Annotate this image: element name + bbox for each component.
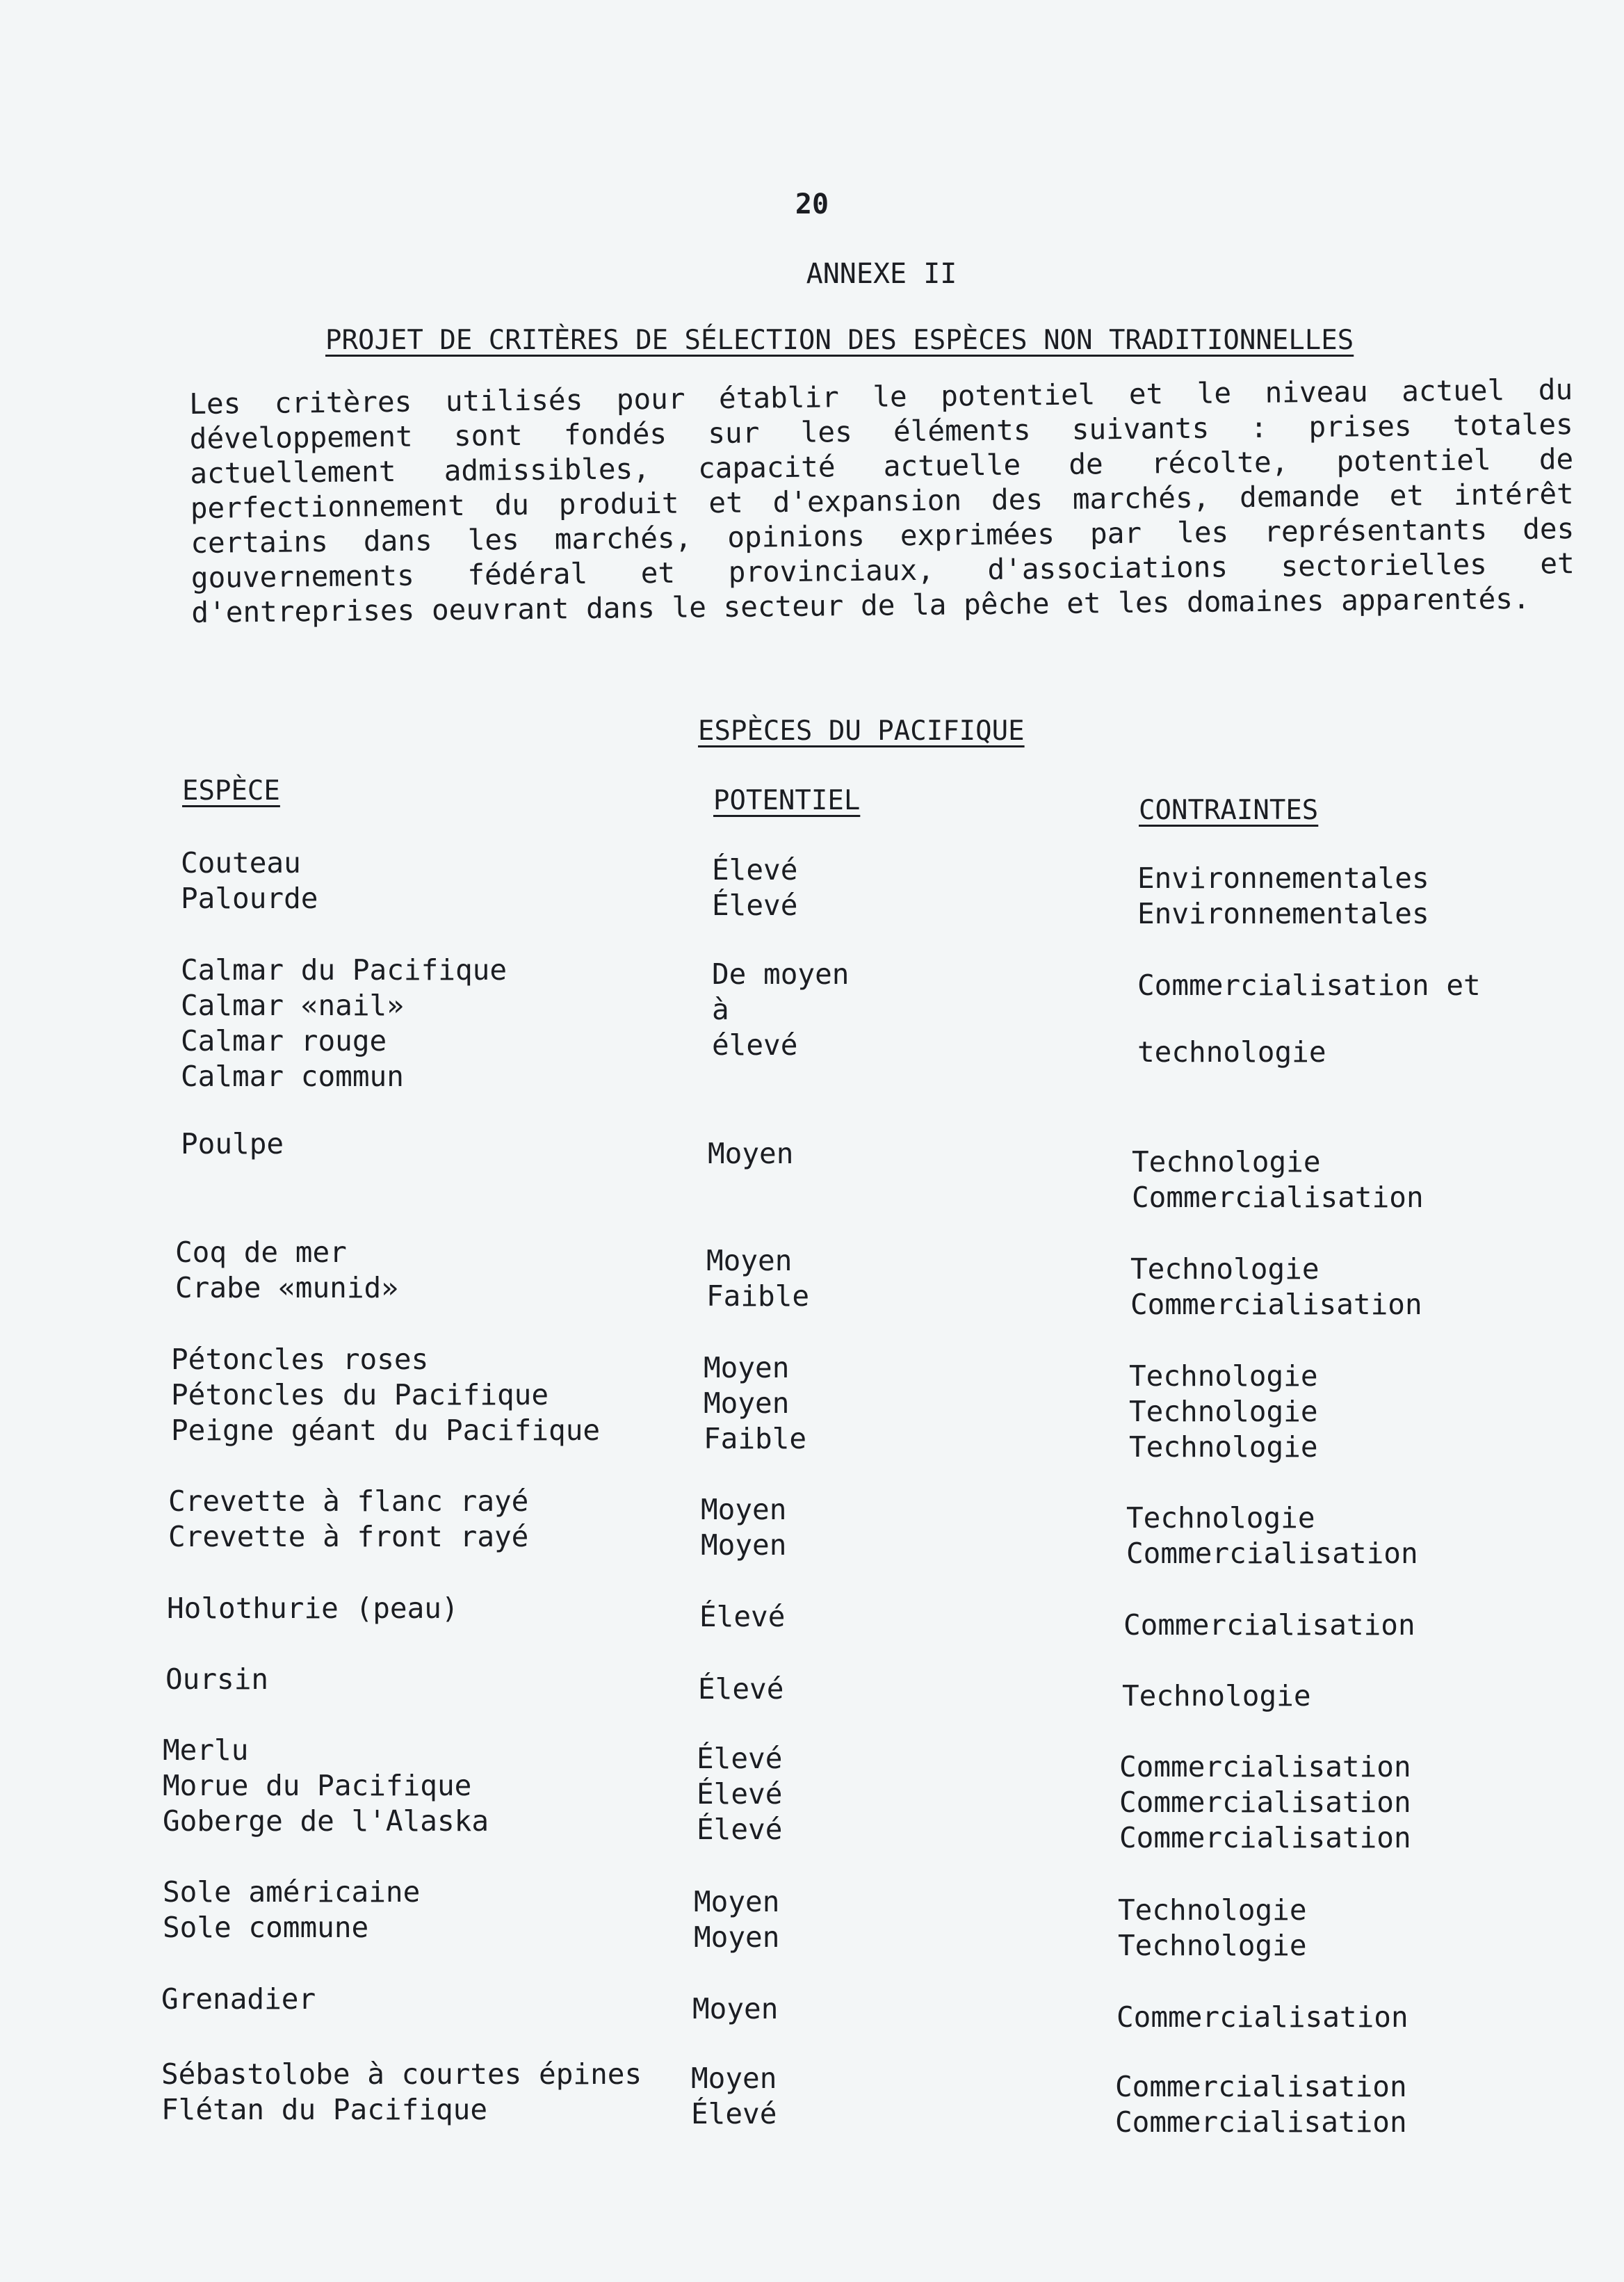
potential-value: Faible xyxy=(706,1279,810,1313)
potential-value: Moyen xyxy=(704,1351,790,1384)
constraint-value: Commercialisation et xyxy=(1137,969,1481,1002)
species-cell xyxy=(181,1126,284,1162)
potential-value: élevé xyxy=(712,1028,798,1062)
constraints-cell xyxy=(1126,1500,1418,1571)
intro-paragraph: Les critères utilisés pour établir le potentiel et le niveau actuel du développement sont fondés sur les éléments suivants : prises totales actuellement admissibles, capacité actuelle de récolte, potentiel de perfectionnement du produit et d'expansion des marchés, demande et intérêt certains dans les marchés, opinions exprimées par les représentants des gouvernements fédéral et provinciaux, d'associations sectorielles et d'entreprises oeuvrant dans le secteur de la pêche et les domaines apparentés. xyxy=(189,373,1575,629)
constraints-cell xyxy=(1137,861,1429,932)
constraint-value: technologie xyxy=(1137,1035,1326,1069)
species-name: Merlu xyxy=(163,1733,249,1767)
species-name: Calmar du Pacifique xyxy=(181,953,507,987)
potential-cell xyxy=(697,1741,782,1847)
potential-cell xyxy=(704,1350,806,1457)
column-header-species: ESPÈCE xyxy=(182,775,280,807)
constraint-value: Commercialisation xyxy=(1119,1821,1411,1854)
constraints-cell xyxy=(1129,1359,1318,1465)
potential-value: Élevé xyxy=(699,1600,786,1633)
section-heading: ESPÈCES DU PACIFIQUE xyxy=(698,715,1025,747)
constraint-value: Commercialisation xyxy=(1119,1786,1411,1819)
constraint-value: Environnementales xyxy=(1137,861,1429,895)
species-cell xyxy=(168,1484,528,1555)
column-header-potential: POTENTIEL xyxy=(713,785,861,816)
species-name: Calmar commun xyxy=(181,1060,404,1093)
constraint-value: Technologie xyxy=(1132,1145,1321,1179)
constraint-value: Commercialisation xyxy=(1130,1288,1422,1321)
constraint-value: Commercialisation xyxy=(1115,2070,1407,2103)
constraint-value: Commercialisation xyxy=(1119,1750,1411,1783)
species-name: Couteau xyxy=(181,846,301,880)
constraints-cell xyxy=(1132,1144,1424,1215)
potential-cell xyxy=(699,1599,785,1635)
constraint-value: Technologie xyxy=(1130,1252,1320,1286)
potential-value: De moyen xyxy=(712,957,850,991)
potential-value: Moyen xyxy=(691,2062,777,2095)
species-name: Peigne géant du Pacifique xyxy=(171,1414,601,1447)
species-name: Pétoncles du Pacifique xyxy=(171,1378,549,1411)
species-cell xyxy=(171,1342,600,1448)
constraints-cell xyxy=(1115,2069,1407,2140)
species-cell xyxy=(165,1662,268,1697)
potential-value: Élevé xyxy=(698,1672,784,1706)
species-cell xyxy=(175,1235,398,1306)
constraints-cell xyxy=(1122,1678,1311,1714)
constraints-cell xyxy=(1130,1252,1422,1322)
potential-value: Élevé xyxy=(691,2097,777,2130)
species-cell xyxy=(161,1982,316,2017)
species-name: Sébastolobe à courtes épines xyxy=(161,2057,642,2091)
potential-value: Élevé xyxy=(697,1742,783,1775)
constraints-cell xyxy=(1123,1608,1415,1643)
page-number: 20 xyxy=(795,188,829,220)
potential-value: Élevé xyxy=(712,853,798,887)
column-header-constraints: CONTRAINTES xyxy=(1139,795,1319,826)
species-name: Calmar «nail» xyxy=(181,989,404,1022)
constraint-value: Technologie xyxy=(1118,1893,1307,1927)
potential-value: Moyen xyxy=(694,1885,780,1918)
potential-cell xyxy=(706,1243,809,1314)
potential-cell xyxy=(692,1991,778,2027)
species-cell xyxy=(167,1591,459,1626)
constraint-value: Commercialisation xyxy=(1115,2105,1407,2139)
species-name: Poulpe xyxy=(181,1127,284,1160)
constraints-cell xyxy=(1118,1893,1307,1964)
constraint-value: Technologie xyxy=(1129,1359,1318,1393)
constraint-value: Technologie xyxy=(1129,1430,1318,1464)
species-name: Palourde xyxy=(181,882,318,915)
constraint-value: Environnementales xyxy=(1137,897,1429,930)
potential-value: Moyen xyxy=(708,1137,794,1170)
constraints-cell xyxy=(1137,968,1481,1070)
potential-cell xyxy=(712,957,849,1063)
constraint-value: Technologie xyxy=(1129,1395,1318,1428)
species-name: Goberge de l'Alaska xyxy=(163,1804,489,1838)
species-name: Flétan du Pacifique xyxy=(161,2093,487,2126)
potential-value: Moyen xyxy=(704,1386,790,1420)
constraints-cell xyxy=(1116,2000,1408,2035)
species-name: Oursin xyxy=(165,1662,269,1696)
species-name: Morue du Pacifique xyxy=(163,1769,472,1802)
annex-title: ANNEXE II xyxy=(806,258,957,290)
document-title: PROJET DE CRITÈRES DE SÉLECTION DES ESPÈCES NON TRADITIONNELLES xyxy=(325,325,1354,356)
potential-cell xyxy=(691,2061,777,2132)
potential-cell xyxy=(698,1672,783,1707)
constraint-value: Technologie xyxy=(1126,1501,1315,1535)
constraint-value: Commercialisation xyxy=(1132,1181,1424,1214)
species-name: Pétoncles roses xyxy=(171,1343,429,1376)
species-name: Grenadier xyxy=(161,1982,316,2016)
species-cell xyxy=(181,845,318,916)
potential-value: Moyen xyxy=(706,1244,793,1277)
potential-value: Moyen xyxy=(692,1992,779,2025)
potential-value: à xyxy=(712,993,729,1026)
constraints-cell xyxy=(1119,1749,1411,1856)
species-name: Coq de mer xyxy=(175,1236,347,1269)
potential-value: Élevé xyxy=(697,1777,783,1811)
potential-cell xyxy=(708,1136,793,1172)
potential-value: Élevé xyxy=(712,889,798,922)
potential-value: Moyen xyxy=(701,1493,787,1526)
constraint-value: Commercialisation xyxy=(1116,2000,1408,2034)
constraint-value xyxy=(1137,1003,1481,1035)
species-cell xyxy=(163,1875,420,1945)
constraint-value: Commercialisation xyxy=(1123,1608,1415,1642)
potential-value: Moyen xyxy=(694,1920,780,1954)
species-name: Sole américaine xyxy=(163,1875,421,1909)
species-cell xyxy=(161,2057,642,2128)
potential-value: Moyen xyxy=(701,1528,787,1562)
species-name: Crevette à flanc rayé xyxy=(168,1484,529,1518)
constraint-value: Technologie xyxy=(1122,1679,1311,1713)
species-cell xyxy=(181,953,507,1094)
species-name: Sole commune xyxy=(163,1911,369,1944)
potential-value: Élevé xyxy=(697,1813,783,1846)
constraint-value: Commercialisation xyxy=(1126,1537,1418,1570)
species-name: Crabe «munid» xyxy=(175,1271,398,1304)
potential-value: Faible xyxy=(704,1422,807,1455)
species-name: Calmar rouge xyxy=(181,1024,387,1058)
species-cell xyxy=(163,1733,489,1839)
species-name: Holothurie (peau) xyxy=(167,1592,459,1625)
constraint-value: Technologie xyxy=(1118,1929,1307,1962)
species-name: Crevette à front rayé xyxy=(168,1520,529,1553)
potential-cell xyxy=(694,1884,779,1955)
potential-cell xyxy=(712,852,797,923)
potential-cell xyxy=(701,1492,786,1563)
